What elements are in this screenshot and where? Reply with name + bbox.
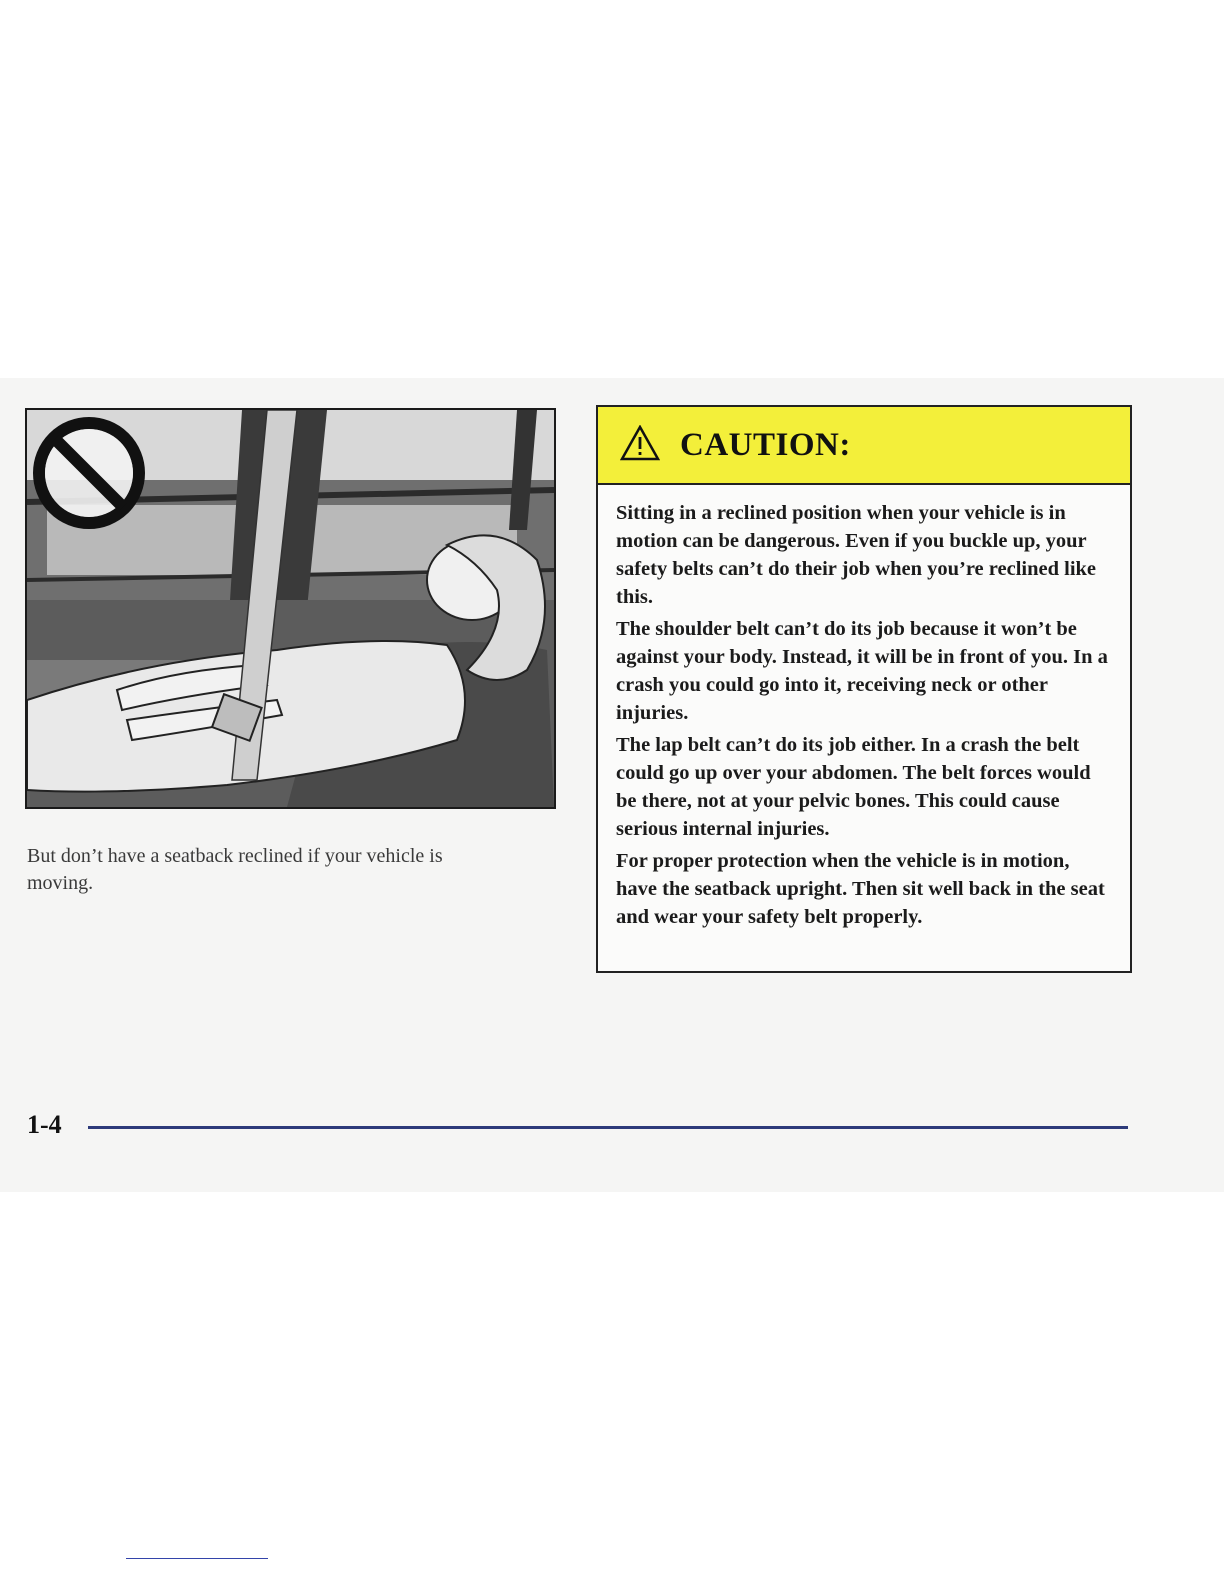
illustration-caption: But don’t have a seatback reclined if your vehicle is moving. bbox=[27, 845, 443, 894]
caution-paragraph: The lap belt can’t do its job either. In a crash the belt could go up over your abdomen. The belt forces would be there, not at your pelvic bones. This could cause serious internal injuries. bbox=[616, 734, 1091, 840]
bottom-link-line bbox=[126, 1558, 268, 1559]
prohibition-icon bbox=[39, 423, 139, 523]
caution-body bbox=[616, 499, 1111, 935]
caution-box bbox=[596, 405, 1132, 973]
page-number: 1-4 bbox=[27, 1110, 62, 1139]
caution-title: CAUTION: bbox=[680, 427, 851, 463]
footer-rule bbox=[88, 1126, 1128, 1129]
caution-paragraph: The shoulder belt can’t do its job because it won’t be against your body. Instead, it will be in front of you. In a crash you could go into it, receiving neck or other injuries. bbox=[616, 618, 1108, 724]
caution-paragraph: Sitting in a reclined position when your vehicle is in motion can be dangerous. Even if you buckle up, your safety belts can’t do their job when you’re reclined like this. bbox=[616, 502, 1097, 608]
caution-header bbox=[598, 407, 1130, 485]
reclined-seat-illustration bbox=[25, 408, 556, 809]
caution-paragraph: For proper protection when the vehicle is in motion, have the seatback upright. Then sit well back in the seat and wear your safety belt properly. bbox=[616, 850, 1105, 928]
illustration-drawing bbox=[27, 410, 554, 807]
warning-triangle-icon bbox=[620, 425, 660, 461]
